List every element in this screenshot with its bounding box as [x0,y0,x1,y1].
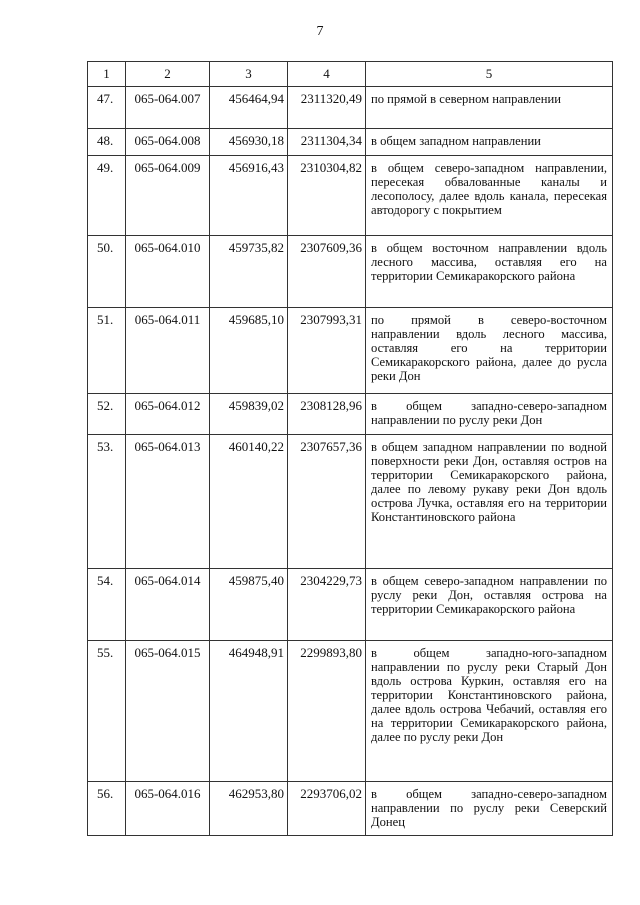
point-code: 065-064.012 [126,394,210,435]
coordinate-x: 456916,43 [210,156,288,236]
point-code: 065-064.011 [126,308,210,394]
table-header-row [88,62,613,87]
coordinate-y: 2311320,49 [288,87,366,129]
table-row [88,156,613,236]
point-code: 065-064.007 [126,87,210,129]
table-row [88,87,613,129]
point-code: 065-064.013 [126,435,210,569]
row-number: 47. [88,87,126,129]
row-number: 49. [88,156,126,236]
boundary-description: по прямой в северном направлении [366,87,613,129]
coordinate-y: 2293706,02 [288,782,366,836]
coordinate-x: 464948,91 [210,641,288,782]
boundary-description: в общем западном направлении [366,129,613,156]
coordinate-y: 2304229,73 [288,569,366,641]
row-number: 56. [88,782,126,836]
header-col-2: 2 [126,62,210,87]
coordinate-x: 462953,80 [210,782,288,836]
row-number: 53. [88,435,126,569]
boundary-description: в общем северо-западном направлении по руслу реки Дон, оставляя острова на территории Семикаракорского района [366,569,613,641]
boundary-description: по прямой в северо-восточном направлении вдоль лесного массива, оставляя его на территории Семикаракорского района, далее до русла реки Дон [366,308,613,394]
row-number: 48. [88,129,126,156]
coordinate-x: 459685,10 [210,308,288,394]
boundary-description: в общем западно-юго-западном направлении по руслу реки Старый Дон вдоль острова Куркин, оставляя его на территории Константиновского района, далее вдоль острова Чебачий, оставляя его на территории Семикаракорского района, далее по руслу реки Дон [366,641,613,782]
boundary-description: в общем западно-северо-западном направлении по руслу реки Северский Донец [366,782,613,836]
row-number: 52. [88,394,126,435]
table-row [88,394,613,435]
table-row [88,236,613,308]
point-code: 065-064.016 [126,782,210,836]
coordinate-x: 459839,02 [210,394,288,435]
coordinate-y: 2307993,31 [288,308,366,394]
point-code: 065-064.010 [126,236,210,308]
point-code: 065-064.015 [126,641,210,782]
header-col-5: 5 [366,62,613,87]
header-col-4: 4 [288,62,366,87]
coordinate-y: 2308128,96 [288,394,366,435]
coordinate-y: 2299893,80 [288,641,366,782]
boundary-description: в общем северо-западном направлении, пересекая обвалованные каналы и лесополосу, далее вдоль канала, пересекая автодорогу с покрытием [366,156,613,236]
coordinate-x: 460140,22 [210,435,288,569]
point-code: 065-064.009 [126,156,210,236]
header-col-3: 3 [210,62,288,87]
table-row [88,308,613,394]
coordinate-x: 459735,82 [210,236,288,308]
table-row [88,782,613,836]
coordinate-x: 459875,40 [210,569,288,641]
coordinate-y: 2307657,36 [288,435,366,569]
table-row [88,129,613,156]
boundary-description: в общем западно-северо-западном направлении по руслу реки Дон [366,394,613,435]
point-code: 065-064.014 [126,569,210,641]
coordinate-y: 2311304,34 [288,129,366,156]
point-code: 065-064.008 [126,129,210,156]
row-number: 55. [88,641,126,782]
table-row [88,569,613,641]
table-row [88,641,613,782]
page-number: 7 [316,24,324,39]
coordinate-x: 456930,18 [210,129,288,156]
coordinate-y: 2310304,82 [288,156,366,236]
boundary-description: в общем западном направлении по водной поверхности реки Дон, оставляя остров на территории Семикаракорского района, далее по левому рукаву реки Дон вдоль острова Лучка, оставляя его на территории Константиновского района [366,435,613,569]
boundary-points-table [87,61,613,836]
coordinate-y: 2307609,36 [288,236,366,308]
boundary-description: в общем восточном направлении вдоль лесного массива, оставляя его на территории Семикаракорского района [366,236,613,308]
row-number: 50. [88,236,126,308]
row-number: 54. [88,569,126,641]
coordinate-x: 456464,94 [210,87,288,129]
row-number: 51. [88,308,126,394]
table-row [88,435,613,569]
header-col-1: 1 [88,62,126,87]
